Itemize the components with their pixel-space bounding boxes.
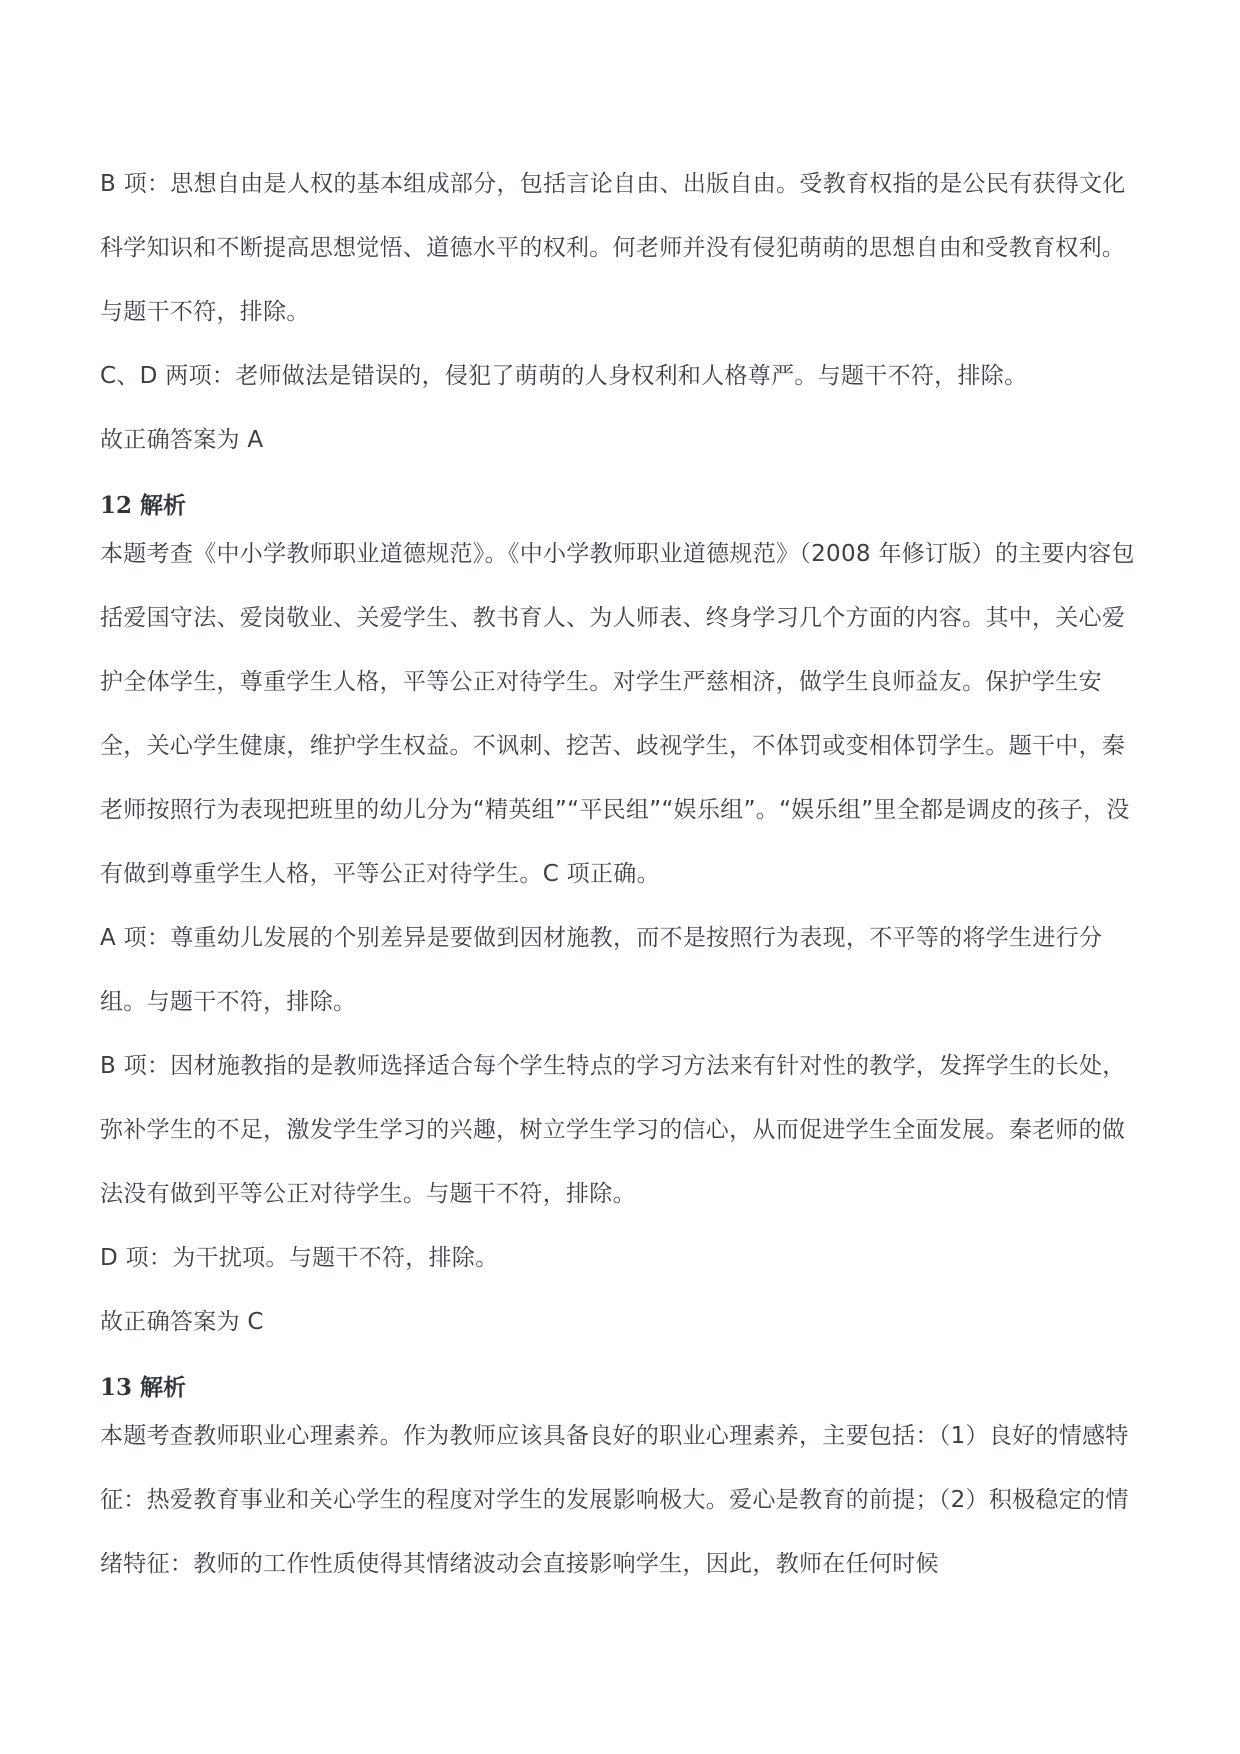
answer-q11: 故正确答案为 A (100, 427, 264, 453)
answer-q12: 故正确答案为 C (100, 1309, 264, 1335)
paragraph-option-d-q12: D 项：为干扰项。与题干不符，排除。 (100, 1245, 499, 1271)
heading-q12-analysis: 12 解析 (100, 492, 187, 519)
paragraph-option-a-q12: A 项：尊重幼儿发展的个别差异是要做到因材施教，而不是按照行为表现，不平等的将学生进行分组。与题干不符，排除。 (100, 925, 1103, 1015)
paragraph-option-b-q11: B 项：思想自由是人权的基本组成部分，包括言论自由、出版自由。受教育权指的是公民有获得文化科学知识和不断提高思想觉悟、道德水平的权利。何老师并没有侵犯萌萌的思想自由和受教育权利。与题干不符，排除。 (100, 171, 1126, 325)
paragraph-option-b-q12: B 项：因材施教指的是教师选择适合每个学生特点的学习方法来有针对性的教学，发挥学生的长处，弥补学生的不足，激发学生学习的兴趣，树立学生学习的信心，从而促进学生全面发展。秦老师的做法没有做到平等公正对待学生。与题干不符，排除。 (100, 1053, 1126, 1207)
paragraph-q13-intro: 本题考查教师职业心理素养。作为教师应该具备良好的职业心理素养，主要包括：（1）良好的情感特征：热爱教育事业和关心学生的程度对学生的发展影响极大。爱心是教育的前提；（2）积极稳定的情绪特征：教师的工作性质使得其情绪波动会直接影响学生，因此，教师在任何时候 (100, 1423, 1129, 1577)
heading-q13-analysis: 13 解析 (100, 1374, 187, 1401)
paragraph-q12-intro: 本题考查《中小学教师职业道德规范》。《中小学教师职业道德规范》（2008 年修订版）的主要内容包括爱国守法、爱岗敬业、关爱学生、教书育人、为人师表、终身学习几个方面的内容。其中，关心爱护全体学生，尊重学生人格，平等公正对待学生。对学生严慈相济，做学生良师益友。保护学生安全，关心学生健康，维护学生权益。不讽刺、挖苦、歧视学生，不体罚或变相体罚学生。题干中，秦老师按照行为表现把班里的幼儿分为“精英组”“平民组”“娱乐组”。“娱乐组”里全都是调皮的孩子，没有做到尊重学生人格，平等公正对待学生。C 项正确。 (100, 541, 1135, 887)
paragraph-option-cd-q11: C、D 两项：老师做法是错误的，侵犯了萌萌的人身权利和人格尊严。与题干不符，排除。 (100, 363, 1028, 389)
document-page (100, 152, 1148, 1596)
